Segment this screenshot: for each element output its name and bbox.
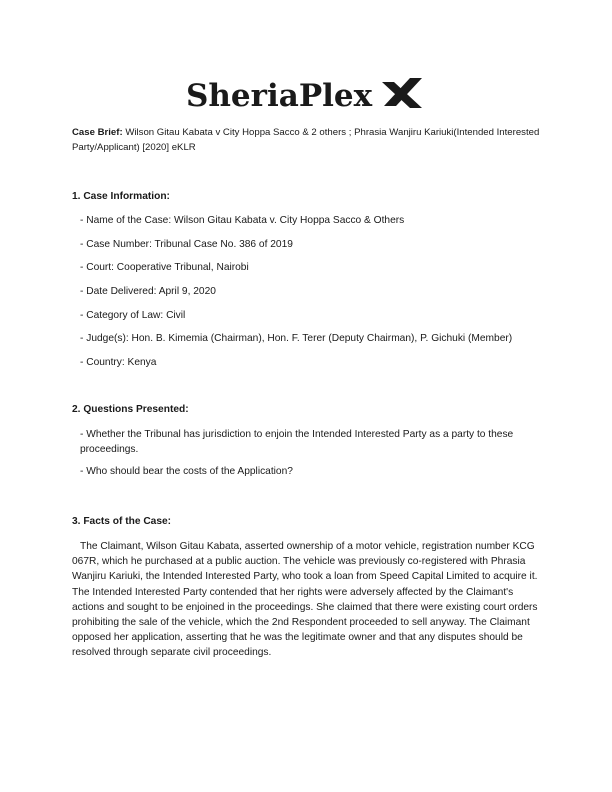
brand-logo: [0, 70, 612, 118]
facts-section: [72, 515, 544, 661]
section-title: 2. Questions Presented:: [72, 404, 189, 415]
questions-presented-section: [72, 403, 544, 479]
list-item: - Who should bear the costs of the Application?: [80, 466, 293, 477]
logo-wordmark: SheriaPlex: [186, 78, 373, 114]
case-brief-label: Case Brief:: [72, 127, 123, 138]
section-title: 3. Facts of the Case:: [72, 516, 172, 527]
list-item: - Court: Cooperative Tribunal, Nairobi: [80, 262, 249, 274]
case-information-list: [72, 214, 544, 370]
list-item: - Case Number: Tribunal Case No. 386 of 2019: [80, 238, 293, 250]
list-item: - Date Delivered: April 9, 2020: [80, 286, 216, 298]
sheriaplex-logo-icon: [186, 70, 426, 118]
list-item: - Whether the Tribunal has jurisdiction to enjoin the Intended Interested Party as a party to these proceedings.: [80, 429, 514, 455]
list-item: - Category of Law: Civil: [80, 309, 186, 321]
case-brief: [72, 126, 542, 155]
case-information-section: [72, 190, 544, 380]
list-item: - Judge(s): Hon. B. Kimemia (Chairman), Hon. F. Terer (Deputy Chairman), P. Gichuki (Member): [80, 333, 513, 345]
logo-x-mark-icon: [382, 78, 422, 108]
list-item: - Country: Kenya: [80, 357, 157, 369]
case-brief-text: Wilson Gitau Kabata v City Hoppa Sacco & 2 others ; Phrasia Wanjiru Kariuki(Intended Interested Party/Applicant) [2020] eKLR: [72, 127, 540, 153]
facts-paragraph: The Claimant, Wilson Gitau Kabata, asserted ownership of a motor vehicle, registration number KCG 067R, which he purchased at a public auction. The vehicle was previously co-registered with Phrasia Wanjiru Kariuki, the Intended Interested Party, who took a loan from Speed Capital Limited to acquire it. The Intended Interested Party contended that her rights were adversely affected by the Claimant's actions and sought to be enjoined in the proceedings. She claimed that there were existing court orders prohibiting the sale of the vehicle, which the 2nd Respondent proceeded to sell anyway. The Claimant opposed her application, asserting that he was the legitimate owner and that any disputes should be resolved through separate civil proceedings.: [72, 541, 538, 659]
questions-list: [72, 427, 544, 479]
section-title: 1. Case Information:: [72, 191, 170, 202]
list-item: - Name of the Case: Wilson Gitau Kabata v. City Hoppa Sacco & Others: [80, 215, 405, 226]
